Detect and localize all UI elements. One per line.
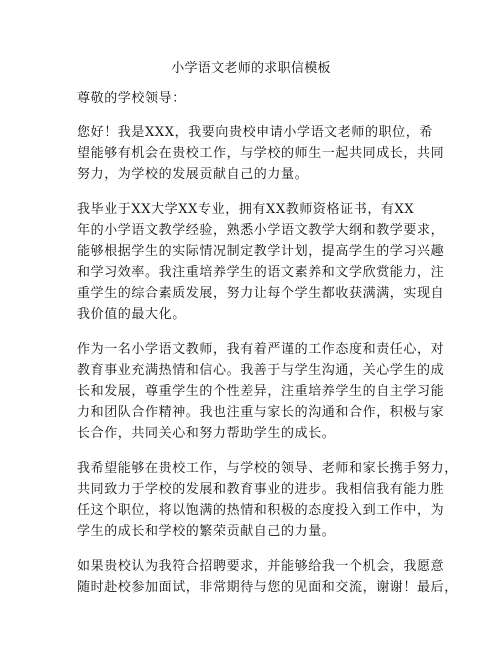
text-line: 如果贵校认为我符合招聘要求，并能够给我一个机会，我愿意 (77, 559, 445, 574)
text-line: 和学习效率。我注重培养学生的语文素养和文学欣赏能力，注 (77, 265, 445, 280)
text-line: 我希望能够在贵校工作，与学校的领导、老师和家长携手努力， (77, 461, 458, 476)
text-line: 我价值的最大化。 (77, 307, 186, 322)
text-line: 长和发展，尊重学生的个性差异，注重培养学生的自主学习能 (77, 384, 445, 399)
text-line: 能够根据学生的实际情况制定教学计划，提高学生的学习兴趣 (77, 244, 445, 259)
text-line: 力和团队合作精神。我也注重与家长的沟通和合作，积极与家 (77, 405, 445, 420)
text-line: 任这个职位，将以饱满的热情和积极的态度投入到工作中，为 (77, 503, 445, 518)
text-line: 您好！我是XXX，我要向贵校申请小学语文老师的职位，希 (77, 125, 433, 140)
document-title: 小学语文老师的求职信模板 (171, 61, 331, 76)
text-line: 努力，为学校的发展贡献自己的力量。 (77, 167, 309, 182)
text-line: 望能够有机会在贵校工作，与学校的师生一起共同成长，共同 (77, 146, 445, 161)
text-line: 共同致力于学校的发展和教育事业的进步。我相信我有能力胜 (77, 482, 445, 497)
text-line: 我毕业于XX大学XX专业，拥有XX教师资格证书，有XX (77, 202, 415, 217)
salutation: 尊敬的学校领导： (77, 91, 186, 106)
text-line: 重学生的综合素质发展，努力让每个学生都收获满满，实现自 (77, 286, 445, 301)
text-line: 作为一名小学语文教师，我有着严谨的工作态度和责任心，对 (77, 342, 445, 357)
text-line: 长合作，共同关心和努力帮助学生的成长。 (77, 426, 336, 441)
text-line: 学生的成长和学校的繁荣贡献自己的力量。 (77, 524, 336, 539)
text-line: 教育事业充满热情和信心。我善于与学生沟通，关心学生的成 (77, 363, 445, 378)
text-line: 随时赴校参加面试，非常期待与您的见面和交流，谢谢！最后， (77, 580, 458, 595)
text-line: 年的小学语文教学经验，熟悉小学语文教学大纲和教学要求， (77, 223, 445, 238)
